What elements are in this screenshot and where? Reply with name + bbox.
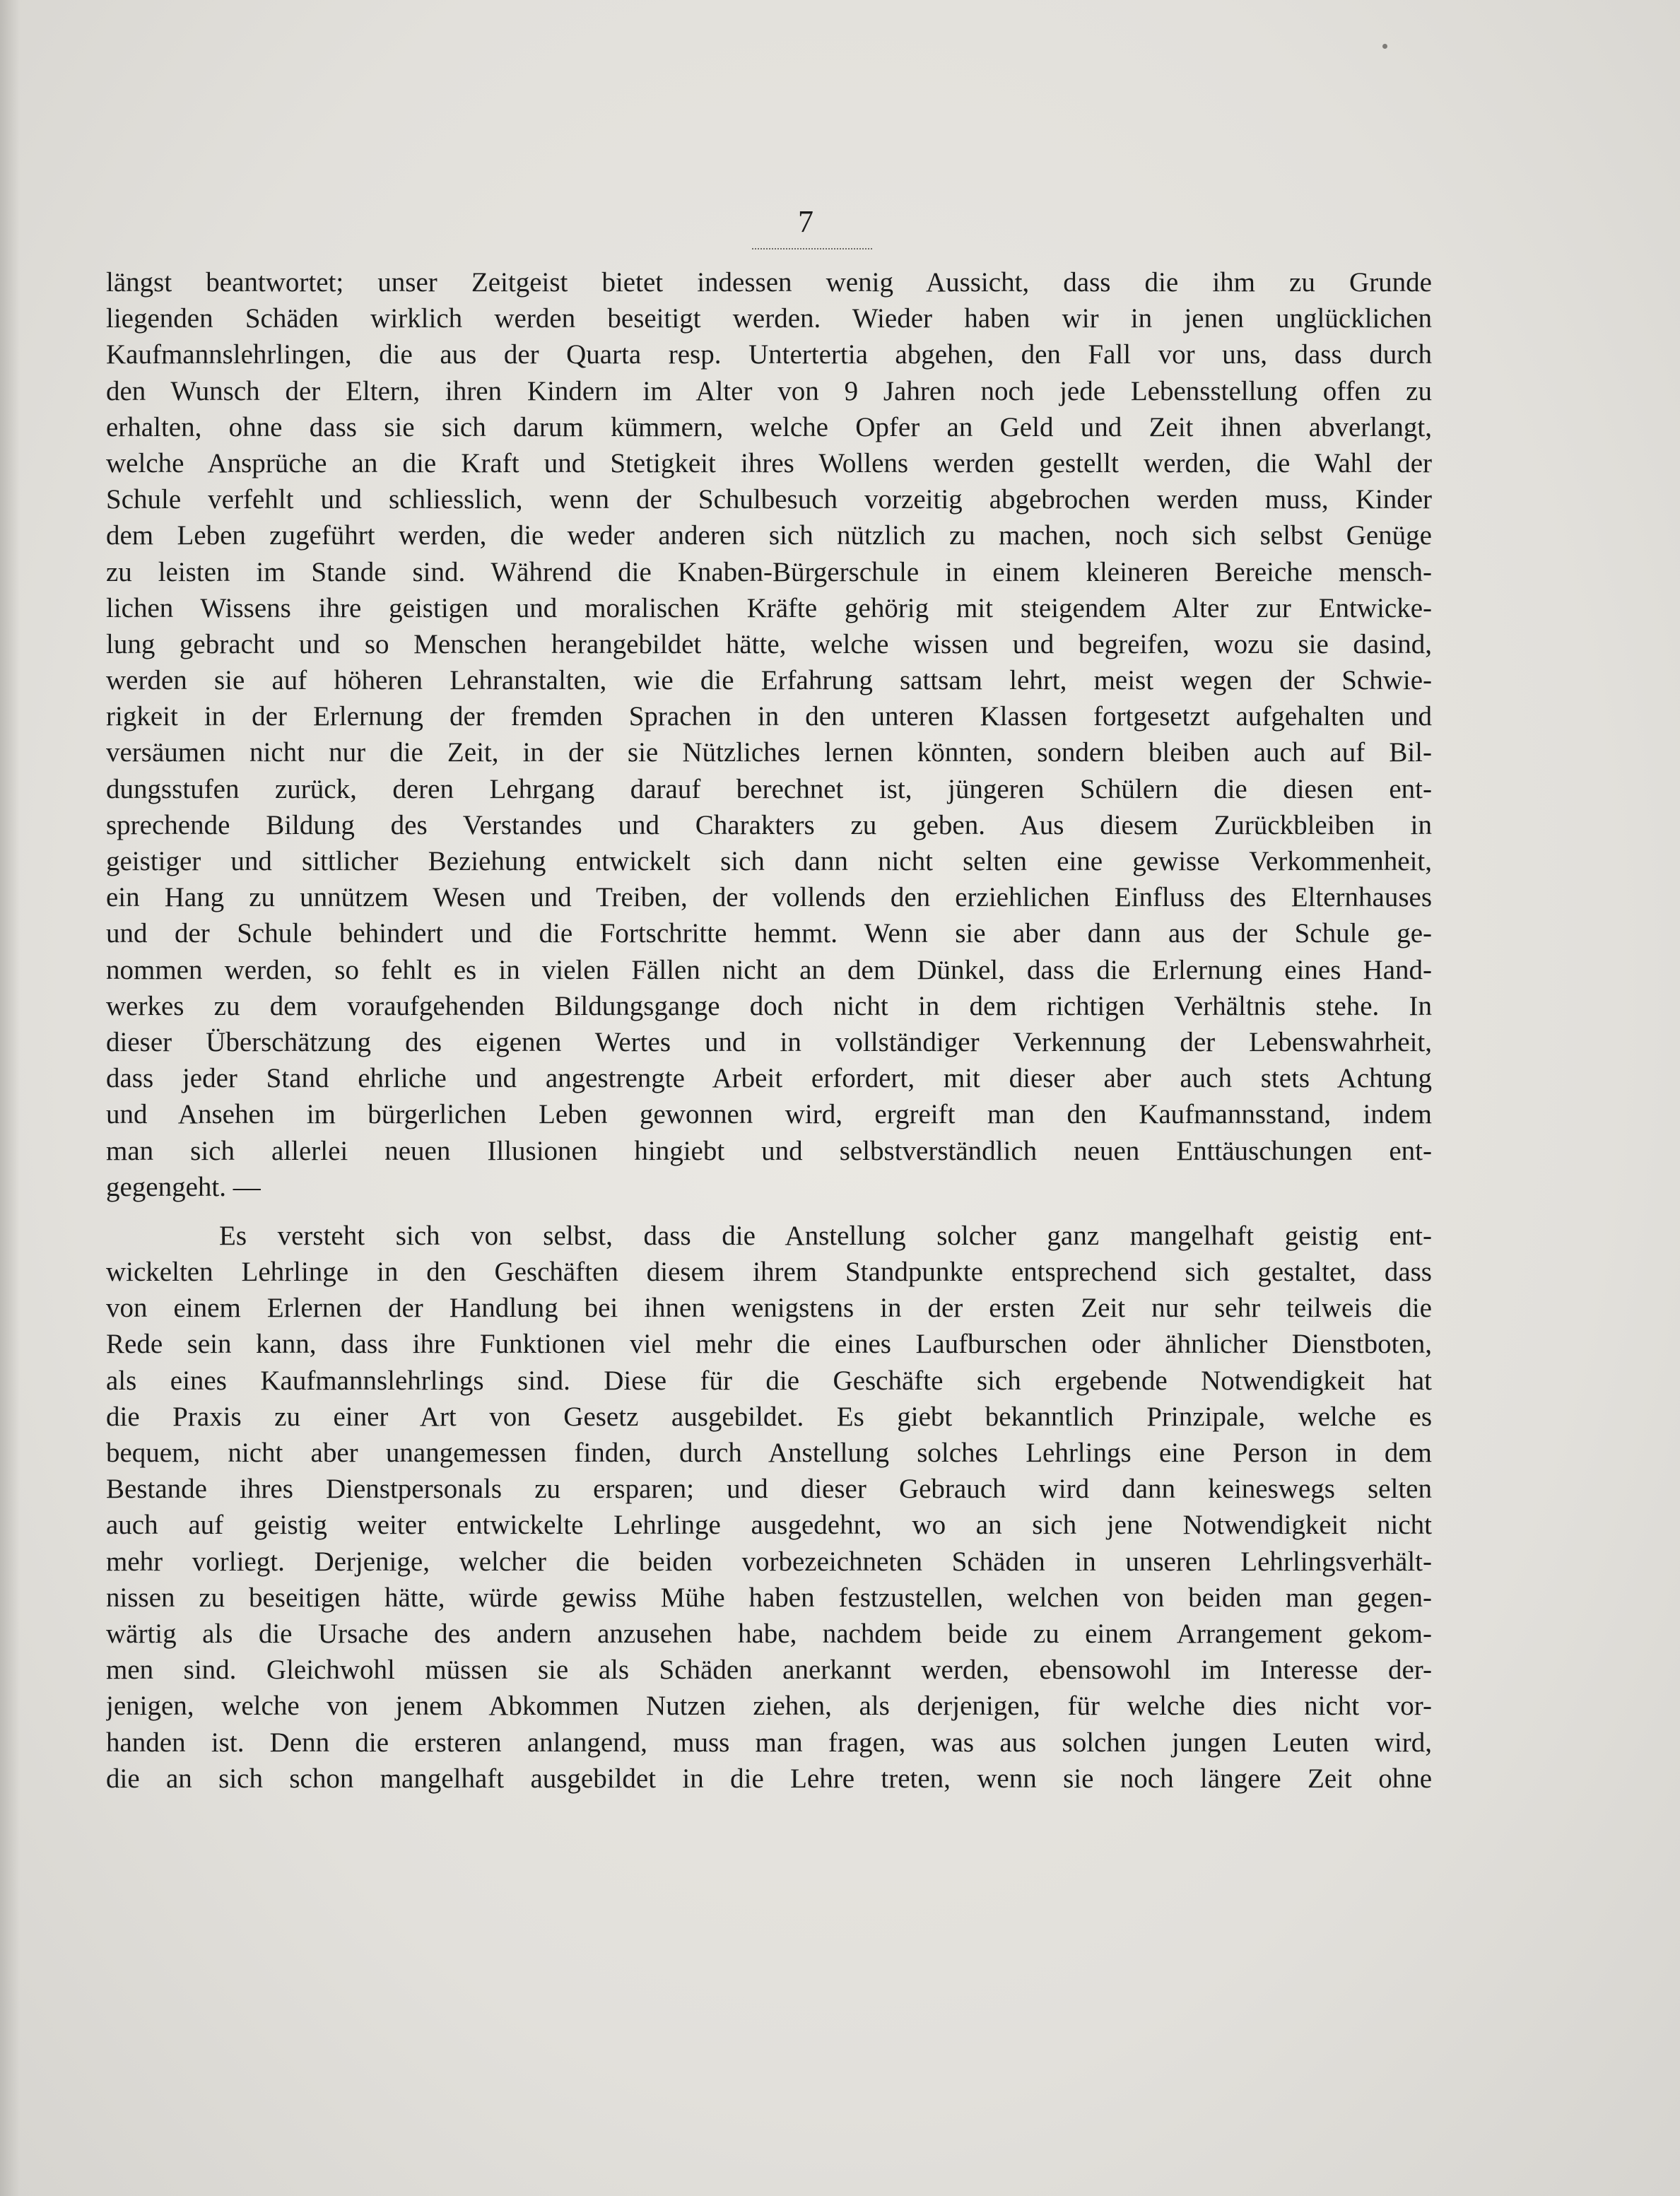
- page-number-rule: [752, 248, 872, 249]
- text-line: nissen zu beseitigen hätte, würde gewiss Mühe haben festzustellen, welchen von beiden man gegen-: [106, 1582, 1432, 1613]
- text-line: erhalten, ohne dass sie sich darum kümmern, welche Opfer an Geld und Zeit ihnen abverlangt,: [106, 411, 1432, 442]
- text-line: längst beantwortet; unser Zeitgeist bietet indessen wenig Aussicht, dass die ihm zu Grunde: [106, 267, 1432, 298]
- text-line: Rede sein kann, dass ihre Funktionen viel mehr die eines Laufburschen oder ähnlicher Dienstboten,: [106, 1329, 1432, 1360]
- binding-shadow: [0, 0, 20, 2196]
- body-text: [106, 264, 1432, 1797]
- text-line: Bestande ihres Dienstpersonals zu ersparen; und dieser Gebrauch wird dann keineswegs selten: [106, 1474, 1432, 1505]
- text-line: wärtig als die Ursache des andern anzusehen habe, nachdem beide zu einem Arrangement gekom-: [106, 1618, 1432, 1649]
- text-line: handen ist. Denn die ersteren anlangend, muss man fragen, was aus solchen jungen Leuten wird,: [106, 1727, 1432, 1758]
- page-number: 7: [798, 204, 813, 239]
- text-line: jenigen, welche von jenem Abkommen Nutzen ziehen, als derjenigen, für welche dies nicht vor-: [106, 1691, 1432, 1722]
- text-line: und der Schule behindert und die Fortschritte hemmt. Wenn sie aber dann aus der Schule ge-: [106, 918, 1432, 949]
- text-line: dieser Überschätzung des eigenen Wertes und in vollständiger Verkennung der Lebenswahrheit,: [106, 1026, 1432, 1057]
- text-line: auch auf geistig weiter entwickelte Lehrlinge ausgedehnt, wo an sich jene Notwendigkeit nicht: [106, 1510, 1432, 1541]
- text-line: lung gebracht und so Menschen herangebildet hätte, welche wissen und begreifen, wozu sie dasind,: [106, 628, 1432, 659]
- text-line: von einem Erlernen der Handlung bei ihnen wenigstens in der ersten Zeit nur sehr teilweis die: [106, 1293, 1432, 1324]
- text-line: und Ansehen im bürgerlichen Leben gewonnen wird, ergreift man den Kaufmannsstand, indem: [106, 1099, 1432, 1130]
- text-line: dass jeder Stand ehrliche und angestrengte Arbeit erfordert, mit dieser aber auch stets Achtung: [106, 1063, 1432, 1094]
- paragraph-2: [106, 1218, 1432, 1797]
- text-line: die an sich schon mangelhaft ausgebildet in die Lehre treten, wenn sie noch längere Zeit ohne: [106, 1763, 1432, 1794]
- text-line: rigkeit in der Erlernung der fremden Sprachen in den unteren Klassen fortgesetzt aufgehalten und: [106, 701, 1432, 732]
- text-line: die Praxis zu einer Art von Gesetz ausgebildet. Es giebt bekanntlich Prinzipale, welche es: [106, 1401, 1432, 1432]
- text-line: den Wunsch der Eltern, ihren Kindern im Alter von 9 Jahren noch jede Lebensstellung offen zu: [106, 375, 1432, 406]
- text-line: dungsstufen zurück, deren Lehrgang darauf berechnet ist, jüngeren Schülern die diesen ent-: [106, 773, 1432, 804]
- text-line: man sich allerlei neuen Illusionen hingiebt und selbstverständlich neuen Enttäuschungen ent-: [106, 1135, 1432, 1166]
- text-line: dem Leben zugeführt werden, die weder anderen sich nützlich zu machen, noch sich selbst Genüge: [106, 520, 1432, 551]
- paragraph-1: [106, 264, 1432, 1205]
- text-line: versäumen nicht nur die Zeit, in der sie Nützliches lernen könnten, sondern bleiben auch auf Bil-: [106, 737, 1432, 768]
- text-line: men sind. Gleichwohl müssen sie als Schäden anerkannt werden, ebensowohl im Interesse der-: [106, 1655, 1432, 1686]
- text-line: als eines Kaufmannslehrlings sind. Diese für die Geschäfte sich ergebende Notwendigkeit hat: [106, 1365, 1432, 1396]
- text-line: ein Hang zu unnützem Wesen und Treiben, der vollends den erziehlichen Einfluss des Elternhauses: [106, 882, 1432, 913]
- text-line: bequem, nicht aber unangemessen finden, durch Anstellung solches Lehrlings eine Person in dem: [106, 1438, 1432, 1468]
- text-line: geistiger und sittlicher Beziehung entwickelt sich dann nicht selten eine gewisse Verkommenheit,: [106, 846, 1432, 876]
- text-line: sprechende Bildung des Verstandes und Charakters zu geben. Aus diesem Zurückbleiben in: [106, 809, 1432, 840]
- text-line: wickelten Lehrlinge in den Geschäften diesem ihrem Standpunkte entsprechend sich gestaltet, dass: [106, 1257, 1432, 1288]
- ink-speck: [1382, 44, 1387, 49]
- text-line: gegengeht. —: [106, 1171, 261, 1202]
- text-line: mehr vorliegt. Derjenige, welcher die beiden vorbezeichneten Schäden in unseren Lehrlingsverhält-: [106, 1546, 1432, 1577]
- paragraph-gap: [106, 1205, 1432, 1218]
- text-line: liegenden Schäden wirklich werden beseitigt werden. Wieder haben wir in jenen unglücklichen: [106, 303, 1432, 334]
- text-line: nommen werden, so fehlt es in vielen Fällen nicht an dem Dünkel, dass die Erlernung eines Hand-: [106, 954, 1432, 985]
- text-line: Schule verfehlt und schliesslich, wenn der Schulbesuch vorzeitig abgebrochen werden muss, Kinder: [106, 484, 1432, 515]
- text-line: zu leisten im Stande sind. Während die Knaben-Bürgerschule in einem kleineren Bereiche mensch-: [106, 556, 1432, 587]
- text-line: werkes zu dem voraufgehenden Bildungsgange doch nicht in dem richtigen Verhältnis stehe. In: [106, 990, 1432, 1021]
- text-line: lichen Wissens ihre geistigen und moralischen Kräfte gehörig mit steigendem Alter zur Entwicke-: [106, 592, 1432, 623]
- text-line: Kaufmannslehrlingen, die aus der Quarta resp. Untertertia abgehen, den Fall vor uns, dass durch: [106, 339, 1432, 370]
- text-line: werden sie auf höheren Lehranstalten, wie die Erfahrung sattsam lehrt, meist wegen der Schwie-: [106, 665, 1432, 696]
- text-line: welche Ansprüche an die Kraft und Stetigkeit ihres Wollens werden gestellt werden, die Wahl der: [106, 447, 1432, 478]
- text-line: Es versteht sich von selbst, dass die Anstellung solcher ganz mangelhaft geistig ent-: [219, 1220, 1432, 1251]
